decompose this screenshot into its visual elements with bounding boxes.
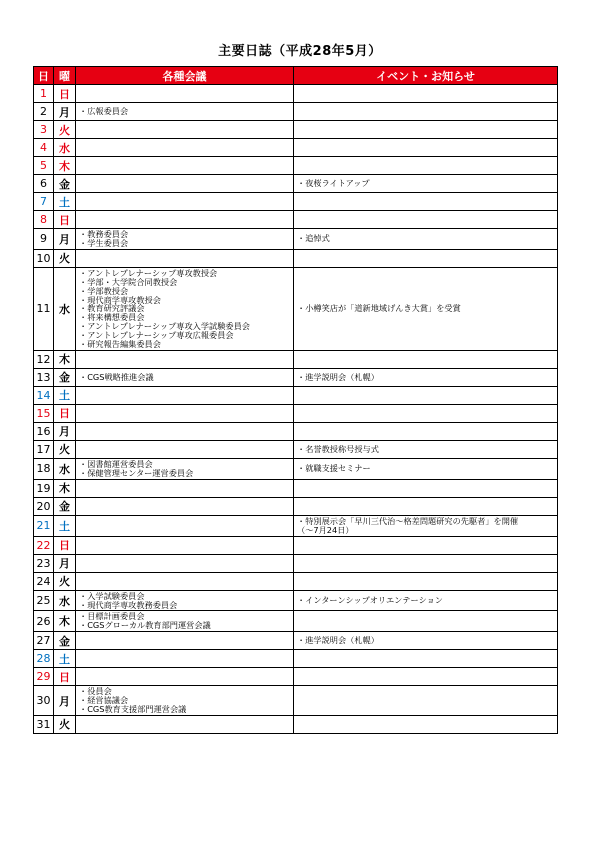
table-header-row [34,67,558,85]
day-number: 20 [34,497,54,515]
events-cell [294,350,558,368]
table-row [34,611,558,632]
events-cell [294,440,558,458]
meetings-cell [76,668,294,686]
header-day: 日 [34,67,54,85]
weekday: 日 [54,85,76,103]
meeting-item: ・現代商学専攻教務委員会 [79,599,178,610]
day-number: 2 [34,103,54,121]
day-number: 7 [34,193,54,211]
table-row [34,229,558,250]
meetings-cell [76,611,294,632]
day-number: 19 [34,479,54,497]
meetings-cell [76,85,294,103]
table-row [34,554,558,572]
events-cell [294,497,558,515]
day-number: 10 [34,249,54,267]
meetings-cell [76,249,294,267]
events-cell [294,249,558,267]
day-number: 8 [34,211,54,229]
table-row [34,715,558,733]
weekday: 木 [54,611,76,632]
day-number: 15 [34,404,54,422]
events-cell [294,267,558,350]
table-row [34,668,558,686]
weekday: 木 [54,350,76,368]
meetings-cell [76,479,294,497]
meetings-cell [76,686,294,716]
events-cell [294,668,558,686]
events-cell [294,139,558,157]
meeting-item: ・アントレプレナーシップ専攻入学試験委員会 [79,321,250,332]
table-row [34,211,558,229]
events-cell [294,386,558,404]
meeting-item: ・広報委員会 [79,106,129,117]
day-number: 3 [34,121,54,139]
meetings-cell [76,267,294,350]
meetings-cell [76,715,294,733]
weekday: 水 [54,267,76,350]
meetings-cell [76,515,294,536]
weekday: 火 [54,121,76,139]
event-item: ・就職支援セミナー [297,463,371,474]
meetings-cell [76,350,294,368]
weekday: 日 [54,668,76,686]
weekday: 金 [54,632,76,650]
events-cell [294,479,558,497]
schedule-table [33,66,558,734]
meeting-item: ・アントレプレナーシップ専攻広報委員会 [79,330,234,341]
day-number: 4 [34,139,54,157]
meeting-item: ・アントレプレナーシップ専攻教授会 [79,267,218,278]
day-number: 23 [34,554,54,572]
weekday: 月 [54,422,76,440]
table-row [34,590,558,611]
day-number: 6 [34,175,54,193]
day-number: 26 [34,611,54,632]
weekday: 火 [54,249,76,267]
meetings-cell [76,497,294,515]
page-title: 主要日誌（平成28年5月） [218,44,382,59]
table-row [34,85,558,103]
weekday: 水 [54,139,76,157]
events-cell [294,632,558,650]
events-cell [294,404,558,422]
table-row [34,650,558,668]
meeting-item: ・CGSグローカル教育部門運営会議 [79,620,211,631]
meeting-item: ・将来構想委員会 [79,312,145,323]
table-row [34,103,558,121]
events-cell [294,175,558,193]
events-cell [294,515,558,536]
day-number: 12 [34,350,54,368]
table-row [34,121,558,139]
table-row [34,368,558,386]
table-row [34,479,558,497]
day-number: 27 [34,632,54,650]
table-row [34,404,558,422]
weekday: 月 [54,103,76,121]
header-events: イベント・お知らせ [294,67,558,85]
meeting-item: ・CGS教育支援部門運営会議 [79,704,187,715]
table-row [34,422,558,440]
event-item: ・特別展示会「早川三代治～格差問題研究の先駆者」を開催 [297,515,519,526]
meetings-cell [76,554,294,572]
table-row [34,193,558,211]
table-row [34,139,558,157]
weekday: 日 [54,404,76,422]
meeting-item: ・図書館運営委員会 [79,458,153,469]
day-number: 25 [34,590,54,611]
meetings-cell [76,572,294,590]
meetings-cell [76,175,294,193]
meetings-cell [76,229,294,250]
events-cell [294,650,558,668]
day-number: 14 [34,386,54,404]
weekday: 土 [54,515,76,536]
weekday: 日 [54,536,76,554]
table-row [34,249,558,267]
header-meetings: 各種会議 [76,67,294,85]
meeting-item: ・経営協議会 [79,695,129,706]
meeting-item: ・教育研究評議会 [79,303,145,314]
weekday: 土 [54,386,76,404]
events-cell [294,103,558,121]
meeting-item: ・学生委員会 [79,237,129,248]
meeting-item: ・現代商学専攻教授会 [79,294,161,305]
day-number: 31 [34,715,54,733]
event-item: ・小樽笑店が「道新地域げんき大賞」を受賞 [297,303,461,314]
events-cell [294,458,558,479]
events-cell [294,121,558,139]
meetings-cell [76,193,294,211]
weekday: 月 [54,229,76,250]
meetings-cell [76,103,294,121]
meetings-cell [76,139,294,157]
meetings-cell [76,440,294,458]
events-cell [294,368,558,386]
weekday: 火 [54,715,76,733]
table-row [34,350,558,368]
table-row [34,157,558,175]
meetings-cell [76,590,294,611]
day-number: 24 [34,572,54,590]
meeting-item: ・CGS戦略推進会議 [79,372,154,383]
weekday: 月 [54,554,76,572]
weekday: 日 [54,211,76,229]
table-row [34,386,558,404]
weekday: 金 [54,368,76,386]
day-number: 17 [34,440,54,458]
meeting-item: ・研究報告編集委員会 [79,339,161,350]
meeting-item: ・学部教授会 [79,285,129,296]
day-number: 21 [34,515,54,536]
table-row [34,572,558,590]
events-cell [294,590,558,611]
table-row [34,515,558,536]
events-cell [294,554,558,572]
table-row [34,267,558,350]
events-cell [294,211,558,229]
events-cell [294,85,558,103]
meetings-cell [76,404,294,422]
table-body [34,85,558,734]
meetings-cell [76,386,294,404]
events-cell [294,229,558,250]
events-cell [294,686,558,716]
table-row [34,497,558,515]
meeting-item: ・役員会 [79,686,112,697]
table-row [34,686,558,716]
meetings-cell [76,368,294,386]
meetings-cell [76,211,294,229]
table-row [34,536,558,554]
events-cell [294,422,558,440]
day-number: 29 [34,668,54,686]
events-cell [294,572,558,590]
events-cell [294,157,558,175]
day-number: 18 [34,458,54,479]
header-weekday: 曜 [54,67,76,85]
meetings-cell [76,157,294,175]
weekday: 月 [54,686,76,716]
weekday: 木 [54,157,76,175]
event-item: ・名誉教授称号授与式 [297,444,379,455]
day-number: 1 [34,85,54,103]
event-item: ・進学説明会（札幌） [297,635,379,646]
table-row [34,458,558,479]
events-cell [294,193,558,211]
table-row [34,440,558,458]
weekday: 木 [54,479,76,497]
event-item: （～7月24日） [297,524,354,535]
events-cell [294,536,558,554]
weekday: 土 [54,193,76,211]
day-number: 13 [34,368,54,386]
events-cell [294,611,558,632]
meetings-cell [76,650,294,668]
meeting-item: ・目標計画委員会 [79,611,145,622]
weekday: 水 [54,458,76,479]
table-row [34,175,558,193]
meeting-item: ・学部・大学院合同教授会 [79,276,178,287]
weekday: 土 [54,650,76,668]
day-number: 28 [34,650,54,668]
event-item: ・進学説明会（札幌） [297,372,379,383]
meetings-cell [76,121,294,139]
day-number: 9 [34,229,54,250]
day-number: 5 [34,157,54,175]
event-item: ・夜桜ライトアップ [297,178,370,189]
day-number: 30 [34,686,54,716]
meetings-cell [76,458,294,479]
day-number: 16 [34,422,54,440]
weekday: 水 [54,590,76,611]
meetings-cell [76,536,294,554]
events-cell [294,715,558,733]
meetings-cell [76,632,294,650]
weekday: 火 [54,440,76,458]
event-item: ・追悼式 [297,233,330,244]
meeting-item: ・保健管理センター運営委員会 [79,467,194,478]
weekday: 火 [54,572,76,590]
meeting-item: ・入学試験委員会 [79,590,145,601]
meetings-cell [76,422,294,440]
day-number: 22 [34,536,54,554]
event-item: ・インターンシップオリエンテーション [297,595,443,606]
table-row [34,632,558,650]
weekday: 金 [54,497,76,515]
day-number: 11 [34,267,54,350]
meeting-item: ・教務委員会 [79,229,129,239]
weekday: 金 [54,175,76,193]
